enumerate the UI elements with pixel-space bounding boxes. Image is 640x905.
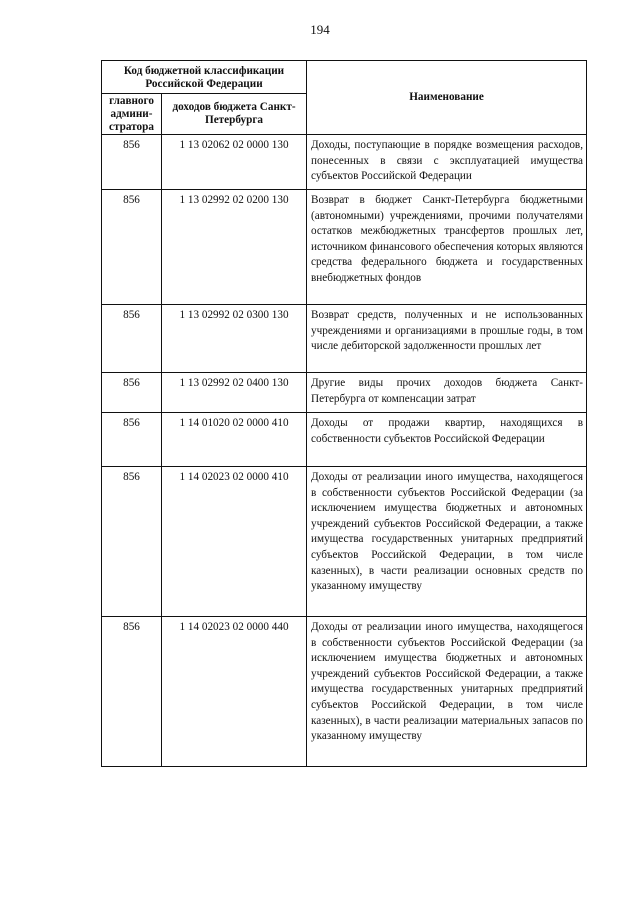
income-name-cell: Возврат средств, полученных и не использованных учреждениями и организациями в прошлые годы, в том числе дебиторской задолженности прошлых лет <box>307 305 587 373</box>
income-name-cell: Доходы от реализации иного имущества, находящегося в собственности субъектов Российской Федерации (за исключением имущества бюджетных и автономных учреждений субъектов Российской Федерации, а также имущества государственных унитарных предприятий субъектов Российской Федерации, в том числе казенных), в части реализации основных средств по указанному имуществу <box>307 467 587 617</box>
table-row <box>102 617 587 767</box>
budget-classification-table <box>101 60 587 767</box>
header-budget-classification: Код бюджетной классификации Российской Федерации <box>102 61 307 94</box>
admin-code-cell: 856 <box>102 305 162 373</box>
table-row <box>102 373 587 413</box>
table-row <box>102 467 587 617</box>
income-code-cell: 1 13 02992 02 0200 130 <box>162 190 307 305</box>
income-name-cell: Доходы от реализации иного имущества, находящегося в собственности субъектов Российской Федерации (за исключением имущества бюджетных и автономных учреждений субъектов Российской Федерации, а также имущества государственных унитарных предприятий субъектов Российской Федерации, в том числе казенных), в части реализации материальных запасов по указанному имуществу <box>307 617 587 767</box>
admin-code-cell: 856 <box>102 190 162 305</box>
income-code-cell: 1 13 02062 02 0000 130 <box>162 135 307 190</box>
income-name-cell: Доходы, поступающие в порядке возмещения расходов, понесенных в связи с эксплуатацией имущества субъектов Российской Федерации <box>307 135 587 190</box>
table-row <box>102 135 587 190</box>
header-admin: главного админи-стратора <box>102 94 162 135</box>
admin-code-cell: 856 <box>102 467 162 617</box>
page-number: 194 <box>310 22 330 37</box>
table-row <box>102 190 587 305</box>
admin-code-cell: 856 <box>102 135 162 190</box>
table-row <box>102 413 587 467</box>
income-code-cell: 1 13 02992 02 0400 130 <box>162 373 307 413</box>
income-code-cell: 1 14 01020 02 0000 410 <box>162 413 307 467</box>
header-name: Наименование <box>307 61 587 135</box>
admin-code-cell: 856 <box>102 413 162 467</box>
income-name-cell: Другие виды прочих доходов бюджета Санкт-Петербурга от компенсации затрат <box>307 373 587 413</box>
income-code-cell: 1 14 02023 02 0000 410 <box>162 467 307 617</box>
header-income: доходов бюджета Санкт-Петербурга <box>162 94 307 135</box>
income-name-cell: Доходы от продажи квартир, находящихся в собственности субъектов Российской Федерации <box>307 413 587 467</box>
admin-code-cell: 856 <box>102 617 162 767</box>
admin-code-cell: 856 <box>102 373 162 413</box>
income-name-cell: Возврат в бюджет Санкт-Петербурга бюджетными (автономными) учреждениями, прочими получателями остатков межбюджетных трансфертов прошлых лет, источником финансового обеспечения которых являются средства федерального бюджета и государственных внебюджетных фондов <box>307 190 587 305</box>
table-row <box>102 305 587 373</box>
income-code-cell: 1 14 02023 02 0000 440 <box>162 617 307 767</box>
income-code-cell: 1 13 02992 02 0300 130 <box>162 305 307 373</box>
